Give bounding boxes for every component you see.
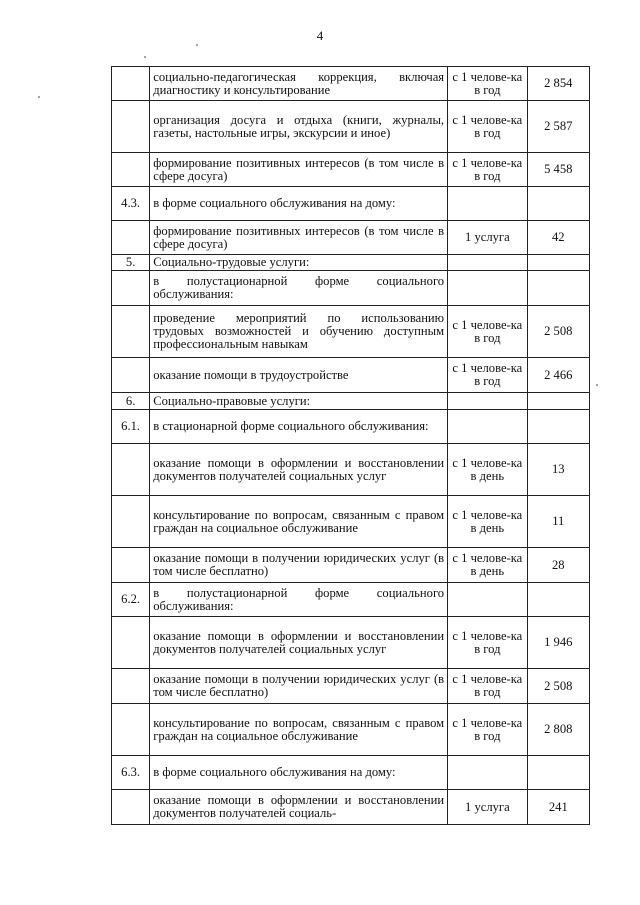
service-description: Социально-трудовые услуги: — [150, 255, 448, 271]
service-description: оказание помощи в получении юридических услуг (в том числе бесплатно) — [150, 548, 448, 583]
table-row — [112, 756, 590, 790]
row-number: 5. — [112, 255, 150, 271]
unit-of-measure: с 1 челове-ка в год — [448, 358, 527, 393]
unit-of-measure: с 1 челове-ка в год — [448, 617, 527, 669]
row-number — [112, 221, 150, 255]
table-row — [112, 67, 590, 101]
service-description: в полустационарной форме социального обслуживания: — [150, 583, 448, 617]
service-description: формирование позитивных интересов (в том числе в сфере досуга) — [150, 153, 448, 187]
tariff-value: 2 854 — [527, 67, 589, 101]
tariff-value — [527, 271, 589, 306]
unit-of-measure — [448, 255, 527, 271]
service-description: консультирование по вопросам, связанным с правом граждан на социальное обслуживание — [150, 704, 448, 756]
tariff-value: 5 458 — [527, 153, 589, 187]
service-description: в форме социального обслуживания на дому: — [150, 756, 448, 790]
tariff-value — [527, 410, 589, 444]
tariff-value: 2 466 — [527, 358, 589, 393]
scan-speck — [596, 384, 598, 386]
tariff-value: 28 — [527, 548, 589, 583]
scan-speck — [144, 56, 146, 58]
tariff-value — [527, 187, 589, 221]
table-row — [112, 548, 590, 583]
tariff-value — [527, 756, 589, 790]
unit-of-measure — [448, 393, 527, 410]
row-number — [112, 617, 150, 669]
table-row — [112, 444, 590, 496]
service-description: оказание помощи в оформлении и восстановлении документов получателей социальных услуг — [150, 444, 448, 496]
service-description: организация досуга и отдыха (книги, журналы, газеты, настольные игры, экскурсии и иное) — [150, 101, 448, 153]
table-row — [112, 393, 590, 410]
unit-of-measure: с 1 челове-ка в день — [448, 496, 527, 548]
table-row — [112, 255, 590, 271]
table-row — [112, 271, 590, 306]
service-description: оказание помощи в оформлении и восстановлении документов получателей социальных услуг — [150, 617, 448, 669]
row-number: 6.2. — [112, 583, 150, 617]
row-number — [112, 67, 150, 101]
unit-of-measure: с 1 челове-ка в год — [448, 704, 527, 756]
service-description: в стационарной форме социального обслуживания: — [150, 410, 448, 444]
unit-of-measure: с 1 челове-ка в год — [448, 153, 527, 187]
tariff-value: 42 — [527, 221, 589, 255]
unit-of-measure — [448, 410, 527, 444]
row-number: 6.1. — [112, 410, 150, 444]
unit-of-measure: с 1 челове-ка в день — [448, 444, 527, 496]
table-row — [112, 496, 590, 548]
table-row — [112, 704, 590, 756]
table-row — [112, 617, 590, 669]
service-description: в форме социального обслуживания на дому: — [150, 187, 448, 221]
table-row — [112, 790, 590, 825]
unit-of-measure — [448, 271, 527, 306]
unit-of-measure — [448, 583, 527, 617]
row-number — [112, 704, 150, 756]
service-description: в полустационарной форме социального обслуживания: — [150, 271, 448, 306]
unit-of-measure — [448, 756, 527, 790]
unit-of-measure — [448, 187, 527, 221]
table-row — [112, 583, 590, 617]
service-description: оказание помощи в трудоустройстве — [150, 358, 448, 393]
tariff-value: 1 946 — [527, 617, 589, 669]
row-number — [112, 271, 150, 306]
unit-of-measure: с 1 челове-ка в год — [448, 306, 527, 358]
service-description: Социально-правовые услуги: — [150, 393, 448, 410]
service-description: консультирование по вопросам, связанным с правом граждан на социальное обслуживание — [150, 496, 448, 548]
unit-of-measure: с 1 челове-ка в год — [448, 669, 527, 704]
table-row — [112, 669, 590, 704]
row-number: 6. — [112, 393, 150, 410]
tariff-value: 2 508 — [527, 669, 589, 704]
table-row — [112, 358, 590, 393]
row-number: 4.3. — [112, 187, 150, 221]
row-number — [112, 358, 150, 393]
row-number — [112, 153, 150, 187]
tariff-value — [527, 393, 589, 410]
row-number — [112, 101, 150, 153]
tariff-value: 2 587 — [527, 101, 589, 153]
unit-of-measure: с 1 челове-ка в день — [448, 548, 527, 583]
service-description: оказание помощи в получении юридических услуг (в том числе бесплатно) — [150, 669, 448, 704]
row-number — [112, 496, 150, 548]
row-number — [112, 444, 150, 496]
table-row — [112, 187, 590, 221]
table-row — [112, 221, 590, 255]
table-row — [112, 306, 590, 358]
tariff-value — [527, 583, 589, 617]
unit-of-measure: с 1 челове-ка в год — [448, 67, 527, 101]
tariff-value: 2 508 — [527, 306, 589, 358]
scan-speck — [196, 44, 198, 46]
row-number: 6.3. — [112, 756, 150, 790]
service-description: социально-педагогическая коррекция, включая диагностику и консультирование — [150, 67, 448, 101]
service-description: оказание помощи в оформлении и восстановлении документов получателей социаль- — [150, 790, 448, 825]
page-number: 4 — [316, 28, 324, 43]
table-row — [112, 410, 590, 444]
row-number — [112, 790, 150, 825]
table-row — [112, 101, 590, 153]
tariff-value: 11 — [527, 496, 589, 548]
unit-of-measure: 1 услуга — [448, 221, 527, 255]
tariff-value: 2 808 — [527, 704, 589, 756]
service-description: проведение мероприятий по использованию трудовых возможностей и обучению доступным профессиональным навыкам — [150, 306, 448, 358]
unit-of-measure: с 1 челове-ка в год — [448, 101, 527, 153]
unit-of-measure: 1 услуга — [448, 790, 527, 825]
services-table — [111, 66, 590, 825]
table-row — [112, 153, 590, 187]
row-number — [112, 306, 150, 358]
tariff-value — [527, 255, 589, 271]
scan-speck — [38, 96, 40, 98]
tariff-value: 13 — [527, 444, 589, 496]
tariff-value: 241 — [527, 790, 589, 825]
row-number — [112, 548, 150, 583]
service-description: формирование позитивных интересов (в том числе в сфере досуга) — [150, 221, 448, 255]
row-number — [112, 669, 150, 704]
